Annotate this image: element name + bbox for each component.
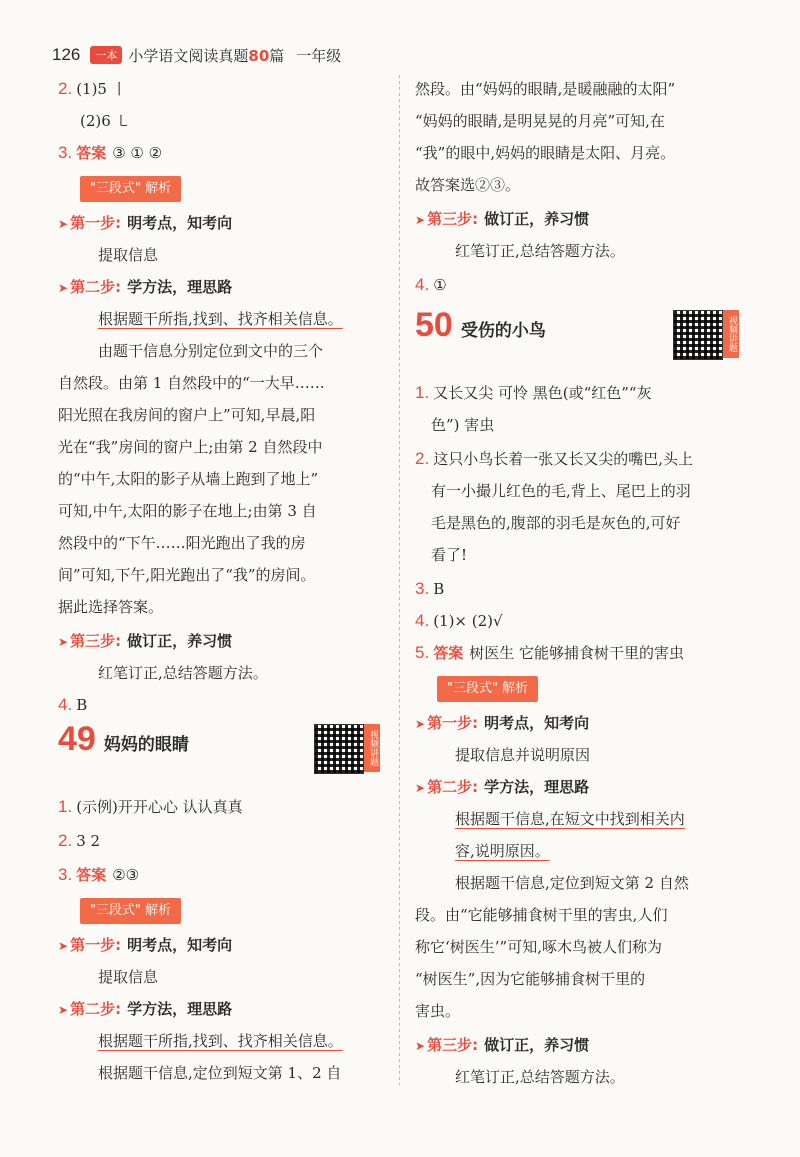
s49-answer-3: 3. 答案 ②③	[58, 865, 140, 884]
s50-answer-3: 3. B	[415, 579, 445, 598]
s50-step-2-method: 根据题干信息,在短文中找到相关内	[455, 810, 685, 828]
para-line: 自然段。由第 1 自然段中的“一大早……	[58, 374, 325, 392]
s50-answer-5: 5. 答案 树医生 它能够捕食树干里的害虫	[415, 643, 684, 662]
section-49-heading: 49 妈妈的眼睛	[58, 720, 189, 758]
para-line: “树医生”,因为它能够捕食树干里的	[415, 970, 646, 988]
para-line: 由题干信息分别定位到文中的三个	[98, 342, 324, 360]
s50-step-3: ➤ 第三步: 做订正，养习惯	[415, 1036, 590, 1054]
s49-answer-2: 2. 3 2	[58, 831, 101, 850]
para-line: “妈妈的眼睛,是明晃晃的月亮”可知,在	[415, 112, 665, 130]
book-title: 小学语文阅读真题80篇	[128, 46, 285, 65]
qr-code-icon[interactable]	[673, 310, 723, 360]
answer-2-part2: (2)6 ㇄	[80, 112, 131, 130]
s50-step-1: ➤ 第一步: 明考点，知考向	[415, 714, 590, 732]
step-3: ➤ 第三步: 做订正，养习惯	[415, 210, 590, 228]
qr-code-icon[interactable]	[314, 724, 364, 774]
page-header	[52, 40, 341, 70]
s50-answer-1-cont: 色”) 害虫	[431, 416, 495, 434]
video-tag: 视频讲题	[723, 310, 739, 358]
s50-step-2: ➤ 第二步: 学方法，理思路	[415, 778, 590, 796]
para-line: 间”可知,下午,阳光跑出了“我”的房间。	[58, 566, 316, 584]
para-line: 可知,中午,太阳的影子在地上;由第 3 自	[58, 502, 317, 520]
s49-step-1-text: 提取信息	[98, 968, 159, 986]
s50-answer-2: 2. 这只小鸟长着一张又长又尖的嘴巴,头上	[415, 449, 693, 468]
step-3: ➤ 第三步: 做订正，养习惯	[58, 632, 233, 650]
para-line: 有一小撮儿红色的毛,背上、尾巴上的羽	[431, 482, 691, 500]
para-line: 据此选择答案。	[58, 598, 164, 616]
para-line: 害虫。	[415, 1002, 461, 1020]
s50-step-2-method: 容,说明原因。	[455, 842, 550, 860]
step-2: ➤ 第二步: 学方法，理思路	[58, 278, 233, 296]
step-2-method: 根据题干所指,找到、找齐相关信息。	[98, 310, 343, 328]
s49-step-2: ➤ 第二步: 学方法，理思路	[58, 1000, 233, 1018]
para-line: 然段。由“妈妈的眼睛,是暖融融的太阳”	[415, 80, 676, 98]
section-50-heading: 50 受伤的小鸟	[415, 306, 546, 344]
para-line: 看了!	[431, 546, 468, 564]
s49-step-2-method: 根据题干所指,找到、找齐相关信息。	[98, 1032, 343, 1050]
para-line: “我”的眼中,妈妈的眼睛是太阳、月亮。	[415, 144, 676, 162]
answer-2: 2. (1)5 丨	[58, 79, 127, 98]
grade-label: 一年级	[296, 46, 342, 65]
s50-answer-1: 1. 又长又尖 可怜 黑色(或“红色”“灰	[415, 383, 652, 402]
para-line: 的“中午,太阳的影子从墙上跑到了地上”	[58, 470, 319, 488]
page-number: 126	[52, 45, 81, 64]
column-divider	[399, 75, 400, 1085]
s50-step-1-text: 提取信息并说明原因	[455, 746, 591, 764]
analysis-badge: "三段式" 解析	[80, 176, 181, 202]
brand-logo: 一本	[90, 46, 122, 64]
para-line: 称它‘树医生’”可知,啄木鸟被人们称为	[415, 938, 662, 956]
para-line: 段。由“它能够捕食树干里的害虫,人们	[415, 906, 668, 924]
s49-step-1: ➤ 第一步: 明考点，知考向	[58, 936, 233, 954]
s50-step-3-text: 红笔订正,总结答题方法。	[455, 1068, 625, 1086]
step-3-text: 红笔订正,总结答题方法。	[455, 242, 625, 260]
s49-answer-1: 1. (示例)开开心心 认认真真	[58, 797, 243, 816]
step-1: ➤ 第一步: 明考点，知考向	[58, 214, 233, 232]
step-1-text: 提取信息	[98, 246, 159, 264]
analysis-badge: "三段式" 解析	[437, 676, 538, 702]
para-line: 根据题干信息,定位到短文第 2 自然	[455, 874, 689, 892]
s50-answer-4: 4. (1)× (2)√	[415, 611, 503, 630]
analysis-badge: "三段式" 解析	[80, 898, 181, 924]
para-line: 然段中的“下午……阳光跑出了我的房	[58, 534, 306, 552]
para-line: 光在“我”房间的窗户上;由第 2 自然段中	[58, 438, 323, 456]
answer-4: 4. ①	[415, 275, 447, 294]
answer-3: 3. 答案 ③ ① ②	[58, 143, 163, 162]
para-line: 毛是黑色的,腹部的羽毛是灰色的,可好	[431, 514, 681, 532]
para-line: 根据题干信息,定位到短文第 1、2 自	[98, 1064, 342, 1082]
para-line: 阳光照在我房间的窗户上”可知,早晨,阳	[58, 406, 316, 424]
step-3-text: 红笔订正,总结答题方法。	[98, 664, 268, 682]
video-tag: 视频讲题	[364, 724, 380, 772]
answer-4: 4. B	[58, 695, 88, 714]
para-line: 故答案选②③。	[415, 176, 521, 194]
